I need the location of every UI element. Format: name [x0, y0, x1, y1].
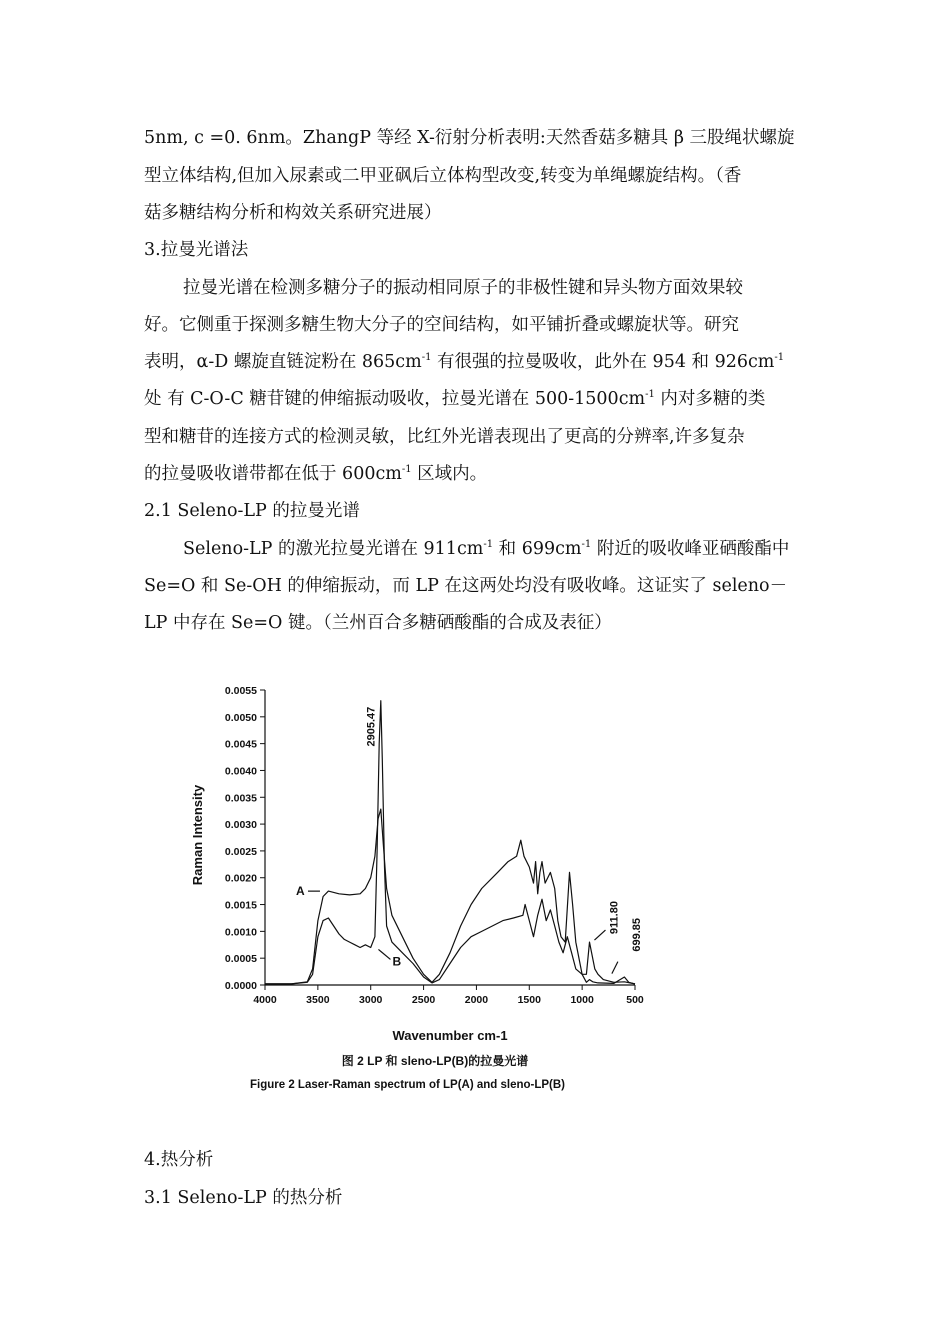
text-fragment: 附近的吸收峰亚硒酸酯中	[591, 539, 790, 559]
text-fragment: 有很强的拉曼吸收，此外在 954 和 926cm	[431, 352, 775, 372]
peak-label-911: 911.80	[608, 901, 621, 935]
peak-label-699: 699.85	[630, 917, 643, 952]
x-tick-label: 3000	[359, 994, 383, 1006]
x-axis-label: Wavenumber cm-1	[392, 1028, 508, 1043]
section-heading-3-1: 3.1 Seleno-LP 的热分析	[144, 1188, 343, 1208]
y-tick-label: 0.0005	[224, 953, 257, 966]
y-tick-label: 0.0030	[224, 819, 257, 832]
x-tick-label: 4000	[253, 994, 277, 1006]
y-tick-label: 0.0035	[224, 792, 257, 805]
superscript: -1	[421, 352, 432, 363]
paragraph-line	[144, 387, 808, 411]
y-tick-label: 0.0040	[224, 765, 257, 778]
paragraph-line	[144, 350, 808, 374]
peak-arrow-699	[612, 962, 618, 974]
peak-arrow-911	[594, 930, 605, 940]
superscript: -1	[483, 539, 494, 550]
figure-caption-cn: 图 2 LP 和 sleno-LP(B)的拉曼光谱	[341, 1054, 529, 1068]
paragraph-line	[183, 537, 808, 561]
y-tick-label: 0.0050	[224, 711, 257, 724]
y-tick-label: 0.0010	[224, 926, 257, 939]
y-tick-label: 0.0000	[224, 980, 257, 992]
paragraph-line: 好。它侧重于探测多糖生物大分子的空间结构，如平铺折叠或螺旋状等。研究	[144, 315, 739, 335]
y-tick-label: 0.0020	[224, 872, 257, 885]
text-fragment: 的拉曼吸收谱带都在低于 600cm	[144, 464, 402, 484]
paragraph-line: 型和糖苷的连接方式的检测灵敏，比红外光谱表现出了更高的分辨率,许多复杂	[144, 427, 745, 447]
paragraph-line: Se=O 和 Se-OH 的伸缩振动，而 LP 在这两处均没有吸收峰。这证实了 seleno－	[144, 576, 788, 596]
series-line-A	[265, 809, 635, 984]
text-fragment: 和 699cm	[493, 539, 582, 559]
paragraph-line: 拉曼光谱在检测多糖分子的振动相同原子的非极性键和异头物方面效果较	[183, 278, 743, 298]
y-axis-label: Raman Intensity	[190, 784, 205, 886]
x-tick-label: 3500	[306, 994, 330, 1006]
text-fragment: 处 有 C-O-C 糖苷键的伸缩振动吸收，拉曼光谱在 500-1500cm	[144, 389, 646, 409]
section-heading-4: 4.热分析	[144, 1150, 214, 1170]
section-heading-2-1: 2.1 Seleno-LP 的拉曼光谱	[144, 501, 360, 521]
y-tick-label: 0.0015	[224, 899, 257, 912]
superscript: -1	[581, 539, 592, 550]
paragraph-line	[144, 462, 808, 486]
superscript: -1	[645, 389, 655, 400]
paragraph-line: 5nm, c =0. 6nm。ZhangP 等经 X-衍射分析表明:天然香菇多糖具 β 三股绳状螺旋	[144, 128, 795, 148]
text-fragment: 区域内。	[411, 464, 488, 484]
text-fragment: Seleno-LP 的激光拉曼光谱在 911cm	[183, 539, 484, 559]
y-tick-label: 0.0025	[224, 845, 257, 858]
raman-spectrum-figure	[180, 670, 660, 1100]
paragraph-line: 菇多糖结构分析和构效关系研究进展）	[144, 203, 442, 223]
series-pointer-B	[378, 949, 390, 959]
x-tick-label: 500	[626, 994, 644, 1006]
series-line-B	[265, 701, 635, 984]
figure-caption-en: Figure 2 Laser-Raman spectrum of LP(A) and sleno-LP(B)	[250, 1079, 566, 1091]
x-tick-label: 2000	[464, 994, 489, 1006]
y-tick-label: 0.0055	[224, 685, 257, 697]
text-fragment: 内对多糖的类	[654, 389, 766, 409]
text-fragment: 表明，α-D 螺旋直链淀粉在 865cm	[144, 352, 422, 372]
series-label-B: B	[392, 954, 402, 969]
superscript: -1	[401, 464, 412, 475]
x-tick-label: 2500	[411, 994, 436, 1006]
section-heading-raman: 3.拉曼光谱法	[144, 240, 249, 260]
peak-label-2905: 2905.47	[365, 706, 378, 747]
x-tick-label: 1500	[517, 994, 541, 1006]
paragraph-line: LP 中存在 Se=O 键。（兰州百合多糖硒酸酯的合成及表征）	[144, 613, 612, 633]
y-tick-label: 0.0045	[224, 738, 257, 751]
paragraph-line: 型立体结构,但加入尿素或二甲亚砜后立体构型改变,转变为单绳螺旋结构。（香	[144, 166, 742, 186]
x-tick-label: 1000	[570, 994, 594, 1006]
series-label-A: A	[295, 884, 305, 899]
superscript: -1	[774, 352, 785, 363]
